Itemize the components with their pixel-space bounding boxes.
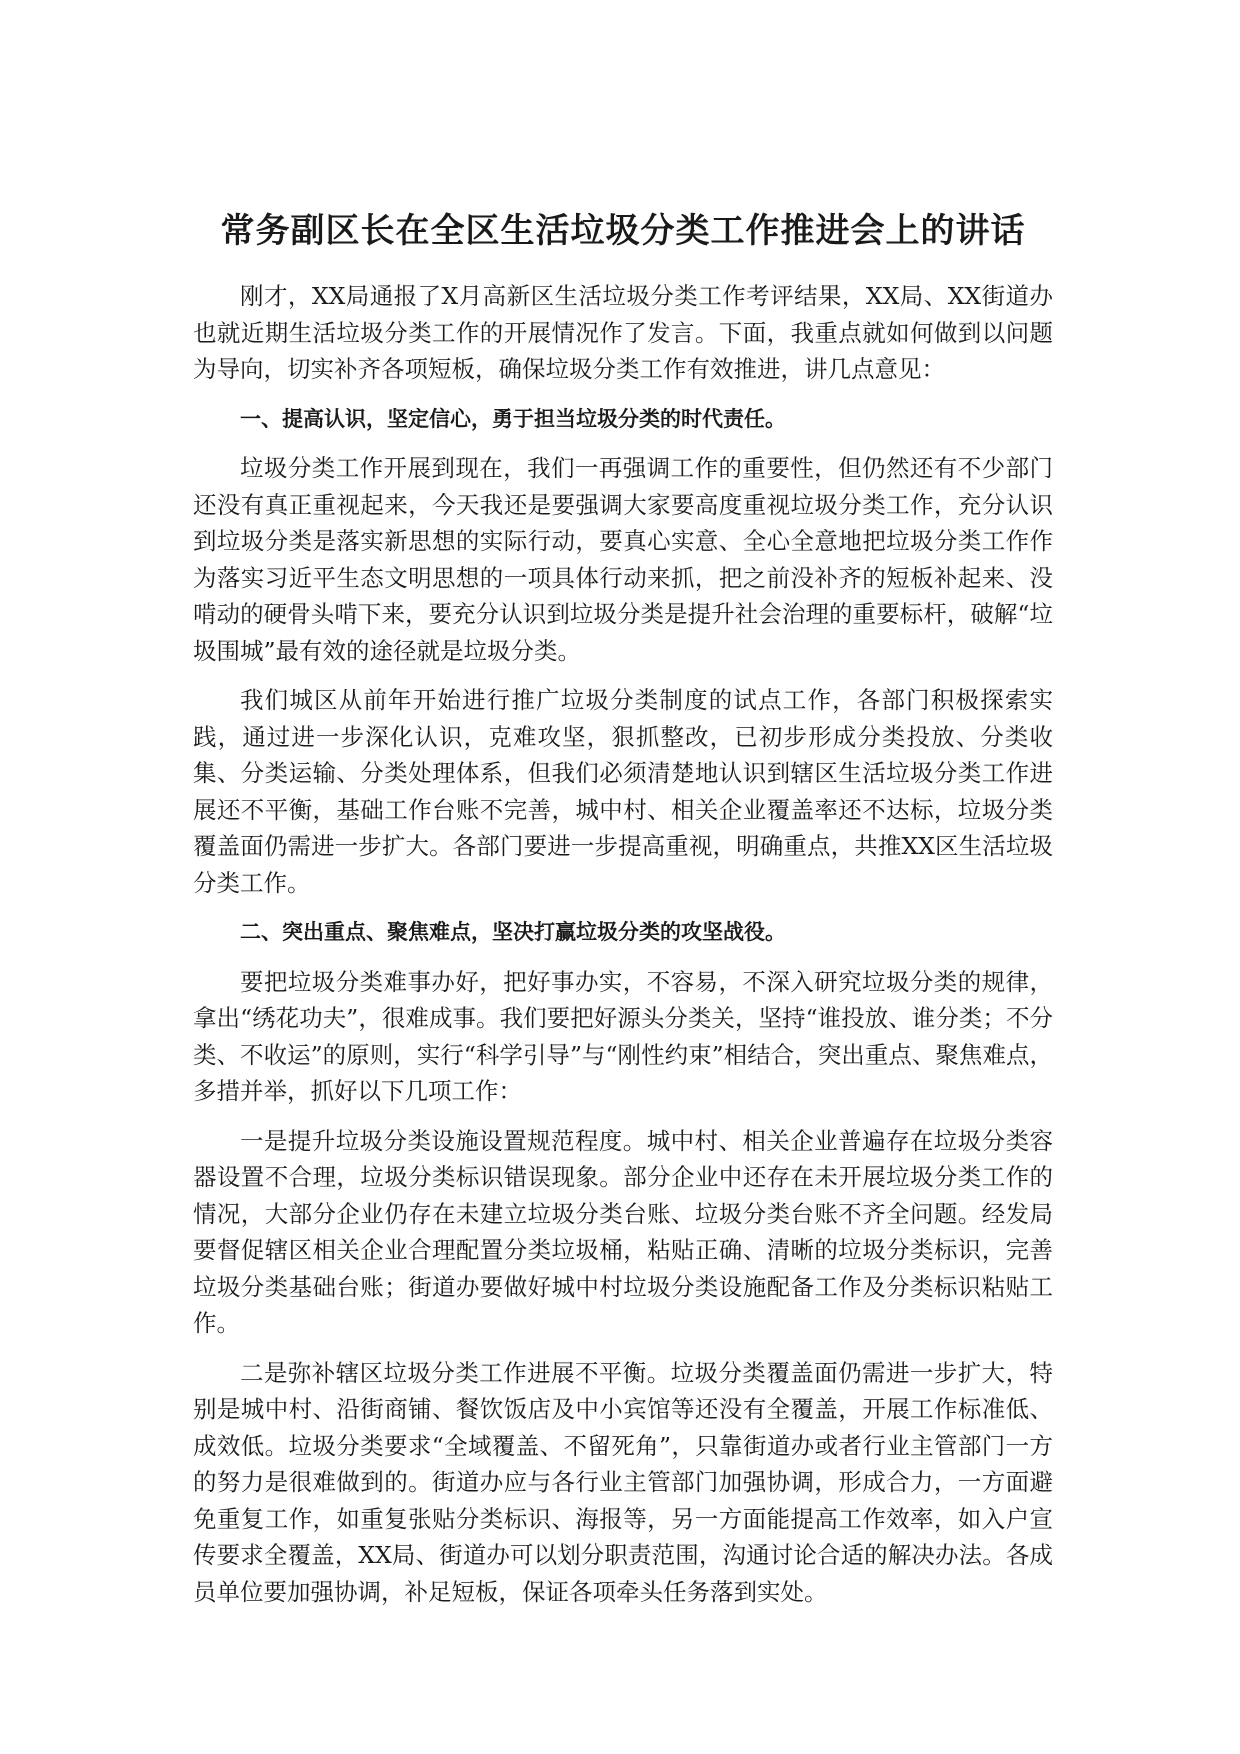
document-title: 常务副区长在全区生活垃圾分类工作推进会上的讲话 (220, 211, 1026, 251)
section-heading-2: 二、突出重点、聚焦难点，坚决打赢垃圾分类的攻坚战役。 (240, 920, 786, 944)
intro-paragraph: 刚才，XX局通报了X月高新区生活垃圾分类工作考评结果，XX局、XX街道办也就近期生活垃圾分类工作的开展情况作了发言。下面，我重点就如何做到以问题为导向，切实补齐各项短板，确保垃圾分类工作有效推进，讲几点意见： (193, 282, 1053, 383)
body-paragraph: 垃圾分类工作开展到现在，我们一再强调工作的重要性，但仍然还有不少部门还没有真正重视起来，今天我还是要强调大家要高度重视垃圾分类工作，充分认识到垃圾分类是落实新思想的实际行动，要真心实意、全心全意地把垃圾分类工作作为落实习近平生态文明思想的一项具体行动来抓，把之前没补齐的短板补起来、没啃动的硬骨头啃下来，要充分认识到垃圾分类是提升社会治理的重要标杆，破解“垃圾围城”最有效的途径就是垃圾分类。 (193, 454, 1053, 665)
body-paragraph: 要把垃圾分类难事办好，把好事办实，不容易，不深入研究垃圾分类的规律，拿出“绣花功夫”，很难成事。我们要把好源头分类关，坚持“谁投放、谁分类；不分类、不收运”的原则，实行“科学引导”与“刚性约束”相结合，突出重点、聚焦难点，多措并举，抓好以下几项工作： (193, 967, 1053, 1105)
body-paragraph: 我们城区从前年开始进行推广垃圾分类制度的试点工作，各部门积极探索实践，通过进一步深化认识，克难攻坚，狠抓整改，已初步形成分类投放、分类收集、分类运输、分类处理体系，但我们必须清楚地认识到辖区生活垃圾分类工作进展还不平衡，基础工作台账不完善，城中村、相关企业覆盖率还不达标，垃圾分类覆盖面仍需进一步扩大。各部门要进一步提高重视，明确重点，共推XX区生活垃圾分类工作。 (193, 686, 1053, 897)
section-heading-1: 一、提高认识，坚定信心，勇于担当垃圾分类的时代责任。 (240, 406, 786, 431)
body-paragraph: 一是提升垃圾分类设施设置规范程度。城中村、相关企业普遍存在垃圾分类容器设置不合理，垃圾分类标识错误现象。部分企业中还存在未开展垃圾分类工作的情况，大部分企业仍存在未建立垃圾分类台账、垃圾分类台账不齐全问题。经发局要督促辖区相关企业合理配置分类垃圾桶，粘贴正确、清晰的垃圾分类标识，完善垃圾分类基础台账；街道办要做好城中村垃圾分类设施配备工作及分类标识粘贴工作。 (193, 1126, 1053, 1337)
body-paragraph: 二是弥补辖区垃圾分类工作进展不平衡。垃圾分类覆盖面仍需进一步扩大，特别是城中村、沿街商铺、餐饮饭店及中小宾馆等还没有全覆盖，开展工作标准低、成效低。垃圾分类要求“全域覆盖、不留死角”，只靠街道办或者行业主管部门一方的努力是很难做到的。街道办应与各行业主管部门加强协调，形成合力，一方面避免重复工作，如重复张贴分类标识、海报等，另一方面能提高工作效率，如入户宣传要求全覆盖，XX局、街道办可以划分职责范围，沟通讨论合适的解决办法。各成员单位要加强协调，补足短板，保证各项牵头任务落到实处。 (193, 1358, 1053, 1606)
document-page (193, 206, 1053, 1623)
